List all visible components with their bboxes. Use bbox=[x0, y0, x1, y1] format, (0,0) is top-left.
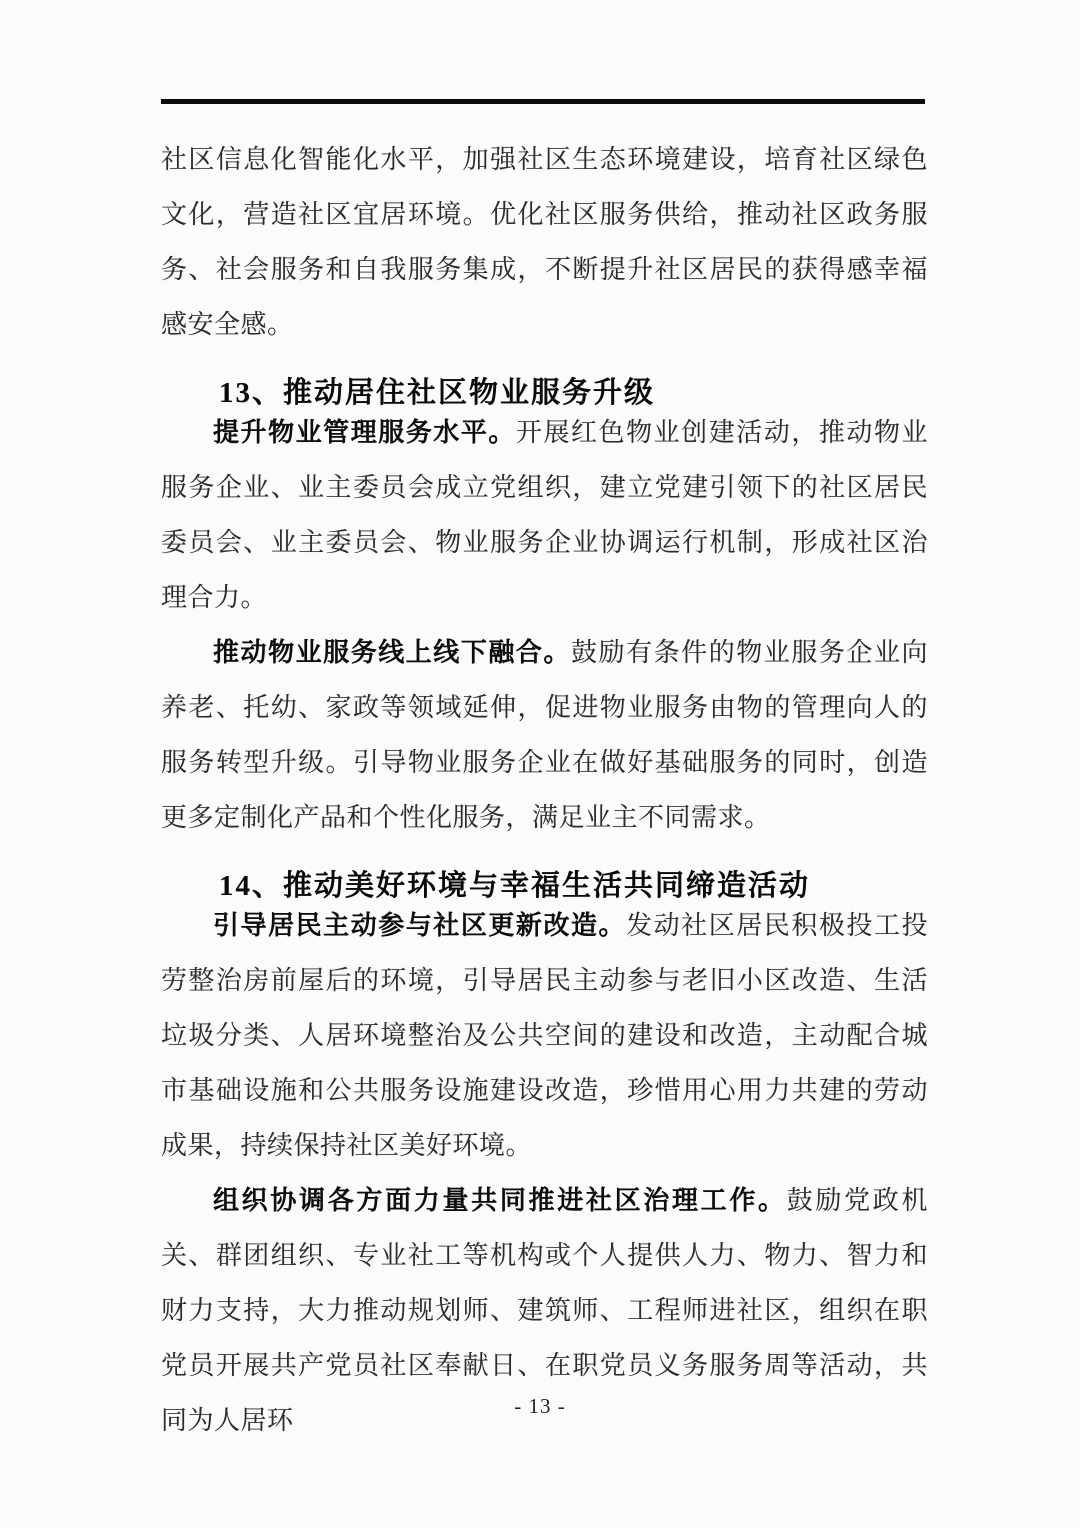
paragraph-property-service-level bbox=[161, 405, 928, 625]
section-heading-14: 14、推动美好环境与幸福生活共同缔造活动 bbox=[219, 870, 811, 902]
paragraph-lead: 提升物业管理服务水平。 bbox=[213, 418, 516, 447]
paragraph-resident-participation bbox=[161, 898, 928, 1173]
paragraph-lead: 组织协调各方面力量共同推进社区治理工作。 bbox=[213, 1186, 787, 1215]
paragraph-lead: 引导居民主动参与社区更新改造。 bbox=[213, 911, 627, 940]
document-body bbox=[161, 132, 928, 1448]
paragraph-text: 开展红色物业创建活动，推动物业服务企业、业主委员会成立党组织，建立党建引领下的社区居民委员会、业主委员会、物业服务企业协调运行机制，形成社区治理合力。 bbox=[161, 418, 928, 612]
paragraph-text: 鼓励党政机关、群团组织、专业社工等机构或个人提供人力、物力、智力和财力支持，大力推动规划师、建筑师、工程师进社区，组织在职党员开展共产党员社区奉献日、在职党员义务服务周等活动，共同为人居环 bbox=[161, 1186, 928, 1435]
header-rule bbox=[161, 99, 925, 104]
paragraph-text: 鼓励有条件的物业服务企业向养老、托幼、家政等领域延伸，促进物业服务由物的管理向人的服务转型升级。引导物业服务企业在做好基础服务的同时，创造更多定制化产品和个性化服务，满足业主不同需求。 bbox=[161, 638, 928, 832]
page-number: - 13 - bbox=[514, 1394, 566, 1418]
paragraph-continuation: 社区信息化智能化水平，加强社区生态环境建设，培育社区绿色文化，营造社区宜居环境。优化社区服务供给，推动社区政务服务、社会服务和自我服务集成，不断提升社区居民的获得感幸福感安全感。 bbox=[161, 145, 928, 339]
paragraph-lead: 推动物业服务线上线下融合。 bbox=[213, 638, 572, 667]
section-heading-13: 13、推动居住社区物业服务升级 bbox=[219, 377, 656, 409]
paragraph-online-offline-integration bbox=[161, 625, 928, 845]
paragraph-text: 发动社区居民积极投工投劳整治房前屋后的环境，引导居民主动参与老旧小区改造、生活垃圾分类、人居环境整治及公共空间的建设和改造，主动配合城市基础设施和公共服务设施建设改造，珍惜用心用力共建的劳动成果，持续保持社区美好环境。 bbox=[161, 911, 928, 1160]
